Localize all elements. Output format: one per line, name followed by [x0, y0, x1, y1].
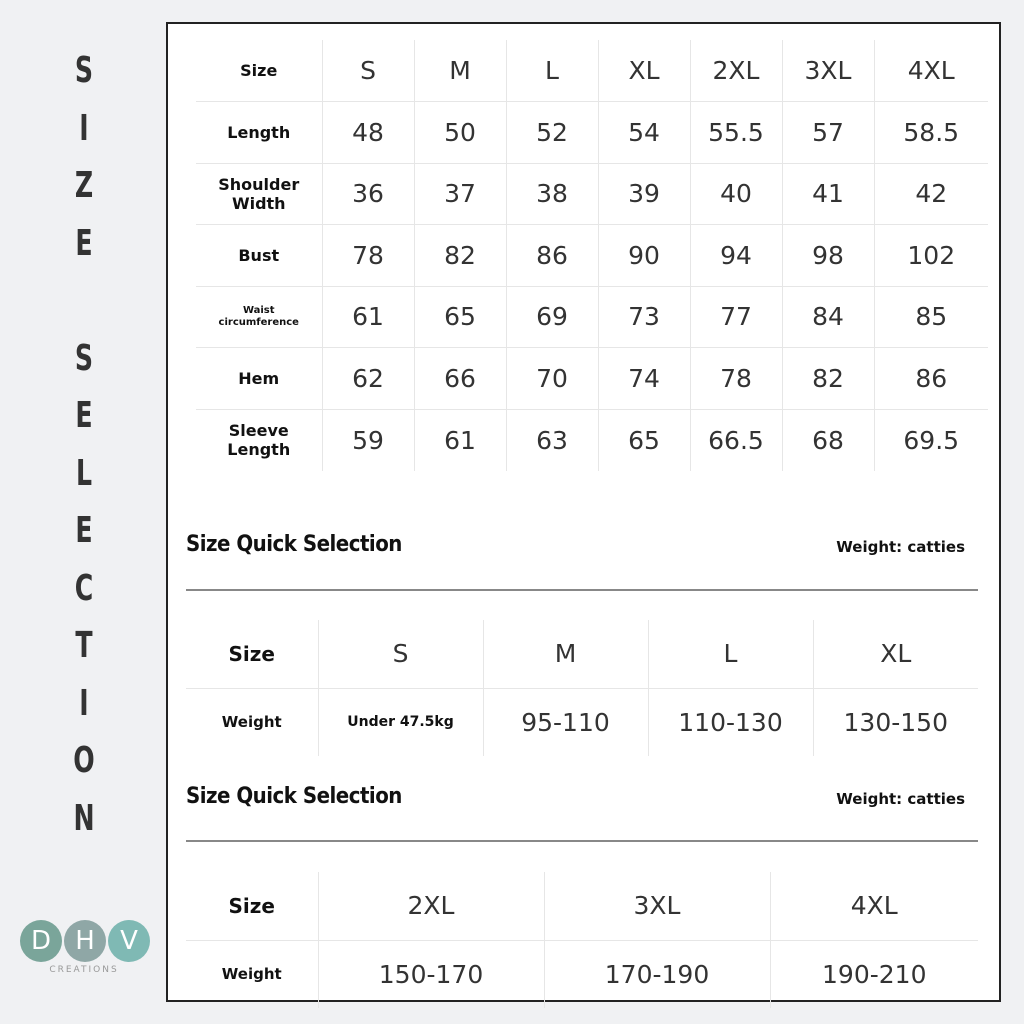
quick-size-cell: 2XL: [318, 872, 544, 940]
measurement-label: [196, 163, 322, 225]
measurement-label-line: Shoulder: [218, 174, 300, 194]
measurement-value: 40: [690, 163, 782, 225]
size-row-label: Size: [186, 620, 318, 688]
size-header-cell: S: [322, 40, 414, 102]
measurement-label-line: Length: [227, 122, 291, 142]
measurement-value: 48: [322, 102, 414, 164]
measurement-label: [196, 348, 322, 410]
quick-weight-cell: 110-130: [648, 688, 813, 756]
measurement-label-line: Width: [231, 193, 286, 213]
side-title-letter: C: [74, 567, 94, 609]
table-row: [196, 409, 988, 471]
measurement-value: 42: [874, 163, 988, 225]
side-title-letter: E: [75, 222, 93, 264]
measurement-value: 77: [690, 286, 782, 348]
quick-selection-table-2: [186, 872, 978, 1008]
size-header-label: Size: [196, 40, 322, 102]
measurement-value: 84: [782, 286, 874, 348]
size-header-cell: M: [414, 40, 506, 102]
side-title-letter: I: [79, 107, 89, 149]
measurement-value: 41: [782, 163, 874, 225]
size-header-cell: 4XL: [874, 40, 988, 102]
logo-circle-d: D: [20, 920, 62, 962]
quick-weight-cell: 130-150: [813, 688, 978, 756]
measurement-value: 54: [598, 102, 690, 164]
side-title-letter: L: [75, 452, 93, 494]
measurement-value: 55.5: [690, 102, 782, 164]
measurement-label: [196, 102, 322, 164]
measurement-value: 38: [506, 163, 598, 225]
measurement-value: 78: [690, 348, 782, 410]
measurement-value: 52: [506, 102, 598, 164]
measurement-value: 65: [414, 286, 506, 348]
side-title-letter: S: [74, 50, 94, 91]
measurement-value: 65: [598, 409, 690, 471]
measurement-value: 98: [782, 225, 874, 287]
table-row: [196, 286, 988, 348]
quick-size-cell: 4XL: [770, 872, 978, 940]
quick-size-cell: 3XL: [544, 872, 770, 940]
measurement-value: 78: [322, 225, 414, 287]
table-row: [196, 348, 988, 410]
quick-size-cell: XL: [813, 620, 978, 688]
side-title-letter: E: [75, 510, 93, 551]
measurement-value: 82: [414, 225, 506, 287]
measurement-value: 73: [598, 286, 690, 348]
measurement-value: 37: [414, 163, 506, 225]
size-chart-card: [166, 22, 1001, 1002]
measurement-value: 90: [598, 225, 690, 287]
measurement-value: 50: [414, 102, 506, 164]
logo-circle-h: H: [64, 920, 106, 962]
size-row-label: Size: [186, 872, 318, 940]
table-row: [196, 225, 988, 287]
side-title-letter: Z: [74, 165, 94, 206]
measurement-value: 66: [414, 348, 506, 410]
measurement-label: [196, 286, 322, 348]
measurement-value: 58.5: [874, 102, 988, 164]
measurement-label-line: Sleeve: [228, 420, 289, 440]
size-header-cell: L: [506, 40, 598, 102]
table-row: [196, 163, 988, 225]
quick-weight-cell: 150-170: [318, 940, 544, 1008]
measurement-value: 85: [874, 286, 988, 348]
weight-row-label: Weight: [221, 713, 282, 732]
measurement-value: 68: [782, 409, 874, 471]
logo-subtitle: CREATIONS: [49, 965, 119, 975]
weight-unit-note-1: Weight: catties: [836, 538, 965, 556]
logo-circle-v: V: [108, 920, 150, 962]
measurement-value: 70: [506, 348, 598, 410]
measurement-label: [196, 225, 322, 287]
size-header-cell: XL: [598, 40, 690, 102]
measurement-label-line: Bust: [238, 245, 280, 265]
side-title-letter: O: [73, 740, 95, 781]
measurement-label-line: Waist: [242, 304, 275, 316]
weight-unit-note-2: Weight: catties: [836, 790, 965, 808]
measurement-value: 59: [322, 409, 414, 471]
measurement-label-line: Hem: [238, 368, 280, 388]
quick-size-cell: S: [318, 620, 483, 688]
side-title-letter: E: [75, 395, 93, 436]
measurement-label-line: Length: [227, 440, 291, 459]
quick-size-cell: M: [483, 620, 648, 688]
measurement-value: 61: [322, 286, 414, 348]
measurement-value: 36: [322, 163, 414, 225]
side-title-letter: S: [74, 337, 94, 379]
measurement-value: 62: [322, 348, 414, 410]
table-row: [196, 102, 988, 164]
size-header-cell: 3XL: [782, 40, 874, 102]
size-header-cell: 2XL: [690, 40, 782, 102]
measurement-value: 69: [506, 286, 598, 348]
divider-line-1: [186, 589, 978, 591]
quick-size-cell: L: [648, 620, 813, 688]
quick-selection-table-1: [186, 620, 978, 756]
quick-selection-title-2: Size Quick Selection: [186, 784, 402, 809]
size-header-row: [196, 40, 988, 102]
measurement-value: 102: [874, 225, 988, 287]
side-title-letter: N: [73, 797, 95, 839]
quick-weight-cell: 190-210: [770, 940, 978, 1008]
measurement-value: 82: [782, 348, 874, 410]
measurement-value: 39: [598, 163, 690, 225]
measurement-value: 94: [690, 225, 782, 287]
side-title-letter: I: [79, 682, 89, 724]
dhv-logo: [20, 920, 150, 975]
side-title-letter: T: [75, 625, 93, 666]
measurement-label: [196, 409, 322, 471]
quick-weight-cell: Under 47.5kg: [318, 688, 483, 756]
size-chart-table: [196, 40, 988, 471]
measurement-value: 69.5: [874, 409, 988, 471]
measurement-value: 86: [506, 225, 598, 287]
divider-line-2: [186, 840, 978, 842]
weight-row-label: Weight: [221, 965, 282, 984]
measurement-value: 61: [414, 409, 506, 471]
measurement-value: 57: [782, 102, 874, 164]
measurement-value: 63: [506, 409, 598, 471]
quick-weight-cell: 95-110: [483, 688, 648, 756]
measurement-label-line: circumference: [218, 316, 299, 328]
measurement-value: 74: [598, 348, 690, 410]
measurement-value: 66.5: [690, 409, 782, 471]
quick-selection-title-1: Size Quick Selection: [186, 532, 402, 557]
measurement-value: 86: [874, 348, 988, 410]
quick-weight-cell: 170-190: [544, 940, 770, 1008]
